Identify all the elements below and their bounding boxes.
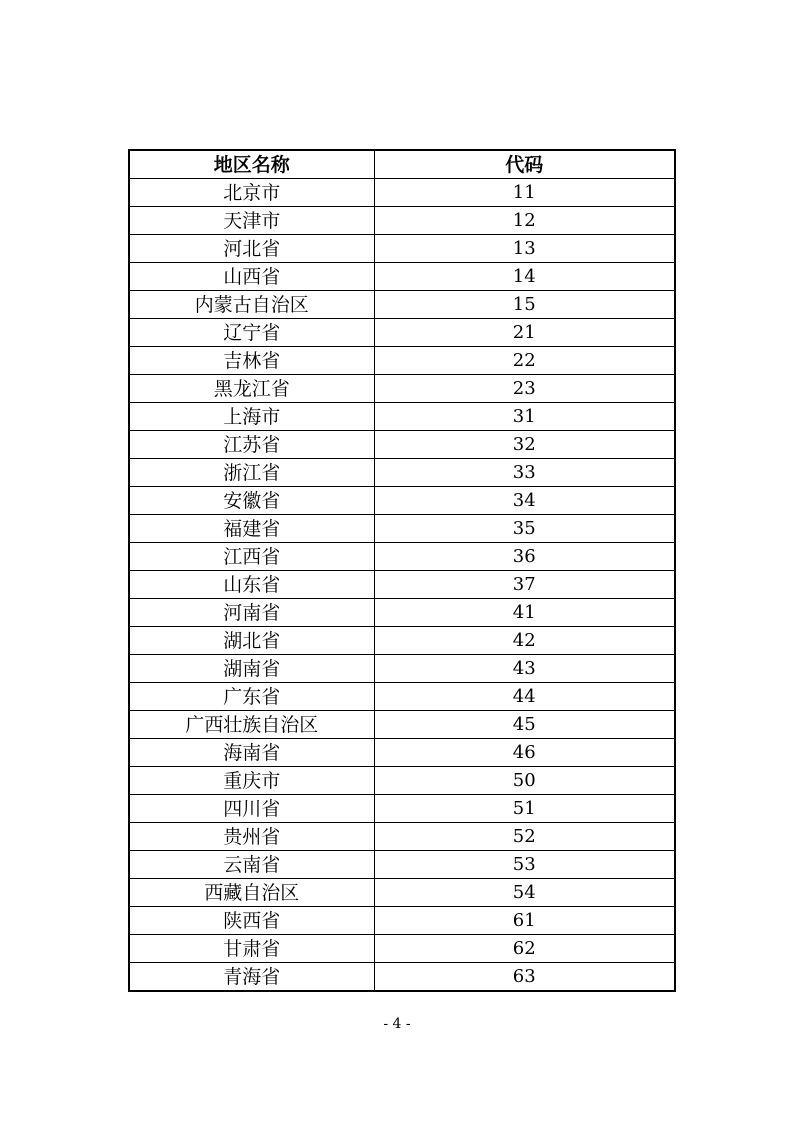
table-row xyxy=(129,263,675,291)
region-code-table xyxy=(128,149,676,992)
header-region-name: 地区名称 xyxy=(129,150,374,179)
table-row xyxy=(129,851,675,879)
region-code-cell: 35 xyxy=(374,515,675,543)
region-name-cell: 甘肃省 xyxy=(129,935,374,963)
region-code-cell: 36 xyxy=(374,543,675,571)
table-row xyxy=(129,459,675,487)
region-name-cell: 湖南省 xyxy=(129,655,374,683)
region-code-cell: 54 xyxy=(374,879,675,907)
region-code-cell: 11 xyxy=(374,179,675,207)
table-row xyxy=(129,235,675,263)
region-name-cell: 安徽省 xyxy=(129,487,374,515)
table-row xyxy=(129,655,675,683)
region-code-cell: 12 xyxy=(374,207,675,235)
table-header-row xyxy=(129,150,675,179)
table-row xyxy=(129,347,675,375)
table-row xyxy=(129,599,675,627)
region-name-cell: 广东省 xyxy=(129,683,374,711)
table-row xyxy=(129,179,675,207)
region-code-cell: 21 xyxy=(374,319,675,347)
region-name-cell: 吉林省 xyxy=(129,347,374,375)
table-row xyxy=(129,375,675,403)
table-header xyxy=(129,150,675,179)
table-row xyxy=(129,879,675,907)
region-name-cell: 重庆市 xyxy=(129,767,374,795)
table-row xyxy=(129,207,675,235)
page-number: - 4 - xyxy=(383,1016,411,1032)
region-code-cell: 50 xyxy=(374,767,675,795)
region-code-cell: 31 xyxy=(374,403,675,431)
region-name-cell: 上海市 xyxy=(129,403,374,431)
region-name-cell: 贵州省 xyxy=(129,823,374,851)
table-row xyxy=(129,291,675,319)
region-code-cell: 62 xyxy=(374,935,675,963)
region-name-cell: 北京市 xyxy=(129,179,374,207)
region-name-cell: 天津市 xyxy=(129,207,374,235)
region-code-cell: 44 xyxy=(374,683,675,711)
region-name-cell: 青海省 xyxy=(129,963,374,992)
region-code-cell: 13 xyxy=(374,235,675,263)
table-row xyxy=(129,963,675,992)
table-row xyxy=(129,403,675,431)
region-code-cell: 42 xyxy=(374,627,675,655)
region-code-cell: 61 xyxy=(374,907,675,935)
region-name-cell: 广西壮族自治区 xyxy=(129,711,374,739)
table-row xyxy=(129,571,675,599)
region-name-cell: 山西省 xyxy=(129,263,374,291)
region-name-cell: 山东省 xyxy=(129,571,374,599)
region-name-cell: 内蒙古自治区 xyxy=(129,291,374,319)
region-code-cell: 23 xyxy=(374,375,675,403)
table-row xyxy=(129,711,675,739)
table-row xyxy=(129,739,675,767)
table-row xyxy=(129,543,675,571)
table-row xyxy=(129,515,675,543)
table-row xyxy=(129,319,675,347)
region-code-cell: 45 xyxy=(374,711,675,739)
table-row xyxy=(129,767,675,795)
table-row xyxy=(129,627,675,655)
region-name-cell: 海南省 xyxy=(129,739,374,767)
region-name-cell: 西藏自治区 xyxy=(129,879,374,907)
region-name-cell: 浙江省 xyxy=(129,459,374,487)
region-code-cell: 52 xyxy=(374,823,675,851)
region-name-cell: 河南省 xyxy=(129,599,374,627)
region-code-cell: 53 xyxy=(374,851,675,879)
table-body xyxy=(129,179,675,992)
table-row xyxy=(129,487,675,515)
region-code-cell: 22 xyxy=(374,347,675,375)
region-name-cell: 辽宁省 xyxy=(129,319,374,347)
region-name-cell: 河北省 xyxy=(129,235,374,263)
region-code-cell: 63 xyxy=(374,963,675,992)
region-code-cell: 14 xyxy=(374,263,675,291)
region-name-cell: 湖北省 xyxy=(129,627,374,655)
table-row xyxy=(129,935,675,963)
region-code-cell: 15 xyxy=(374,291,675,319)
region-code-cell: 46 xyxy=(374,739,675,767)
table-row xyxy=(129,823,675,851)
region-code-cell: 37 xyxy=(374,571,675,599)
region-code-cell: 43 xyxy=(374,655,675,683)
region-name-cell: 云南省 xyxy=(129,851,374,879)
table-row xyxy=(129,907,675,935)
table-row xyxy=(129,431,675,459)
region-code-cell: 33 xyxy=(374,459,675,487)
region-name-cell: 陕西省 xyxy=(129,907,374,935)
region-name-cell: 江苏省 xyxy=(129,431,374,459)
table-row xyxy=(129,683,675,711)
header-code: 代码 xyxy=(374,150,675,179)
region-name-cell: 江西省 xyxy=(129,543,374,571)
region-name-cell: 福建省 xyxy=(129,515,374,543)
region-code-cell: 51 xyxy=(374,795,675,823)
region-name-cell: 黑龙江省 xyxy=(129,375,374,403)
table-row xyxy=(129,795,675,823)
region-code-cell: 32 xyxy=(374,431,675,459)
region-code-cell: 41 xyxy=(374,599,675,627)
region-code-cell: 34 xyxy=(374,487,675,515)
region-name-cell: 四川省 xyxy=(129,795,374,823)
